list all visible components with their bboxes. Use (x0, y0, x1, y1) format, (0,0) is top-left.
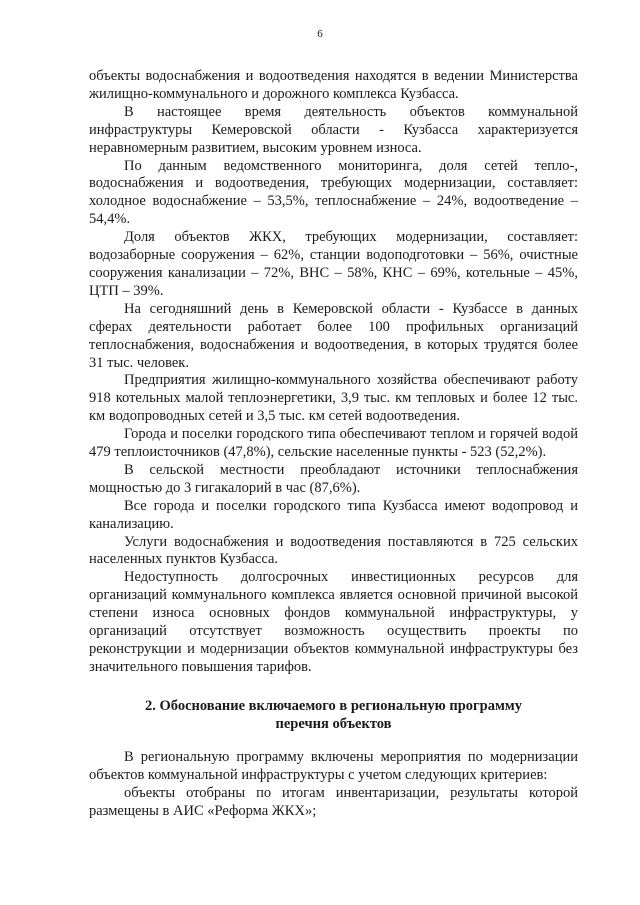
paragraph: Услуги водоснабжения и водоотведения поставляются в 725 сельских населенных пунктов Кузбасса. (89, 533, 578, 568)
paragraph: Недоступность долгосрочных инвестиционных ресурсов для организаций коммунального комплекса является основной причиной высокой степени износа основных фондов коммунальной инфраструктуры, у организаций отсутствует возможность осуществить проекты по реконструкции и модернизации объектов коммунальной инфраструктуры без значительного повышения тарифов. (89, 569, 578, 675)
paragraph-continuation: объекты водоснабжения и водоотведения находятся в ведении Министерства жилищно-коммунального и дорожного комплекса Кузбасса. (89, 68, 578, 102)
paragraph: В настоящее время деятельность объектов коммунальной инфраструктуры Кемеровской области - Кузбасса характеризуется неравномерным развитием, высоким уровнем износа. (89, 103, 578, 156)
paragraph: объекты отобраны по итогам инвентаризации, результаты которой размещены в АИС «Реформа ЖКХ»; (89, 784, 578, 819)
section-heading (89, 698, 578, 734)
page-number: 6 (317, 28, 323, 40)
paragraph: Все города и поселки городского типа Кузбасса имеют водопровод и канализацию. (89, 497, 578, 532)
paragraph: Доля объектов ЖКХ, требующих модернизации, составляет: водозаборные сооружения – 62%, станции водоподготовки – 56%, очистные сооружения канализации – 72%, ВНС – 58%, КНС – 69%, котельные – 45%, ЦТП – 39%. (89, 229, 578, 299)
paragraph: На сегодняшний день в Кемеровской области - Кузбассе в данных сферах деятельности работает более 100 профильных организаций теплоснабжения, водоснабжения и водоотведения, в которых трудятся более 31 тыс. человек. (89, 300, 578, 371)
paragraph: По данным ведомственного мониторинга, доля сетей тепло-, водоснабжения и водоотведения, требующих модернизации, составляет: холодное водоснабжение – 53,5%, теплоснабжение – 24%, водоотведение – 54,4%. (89, 157, 578, 228)
section-body (89, 749, 578, 821)
document-body (89, 68, 578, 677)
paragraph: В региональную программу включены мероприятия по модернизации объектов коммунальной инфраструктуры с учетом следующих критериев: (89, 749, 578, 783)
paragraph: Города и поселки городского типа обеспечивают теплом и горячей водой 479 теплоисточников (47,8%), сельские населенные пункты - 523 (52,2%). (89, 426, 578, 461)
paragraph: В сельской местности преобладают источники теплоснабжения мощностью до 3 гигакалорий в час (87,6%). (89, 461, 578, 496)
section-heading-line-2: перечня объектов (275, 715, 392, 732)
section-heading-line-1: 2. Обоснование включаемого в региональную программу (145, 698, 522, 714)
paragraph: Предприятия жилищно-коммунального хозяйства обеспечивают работу 918 котельных малой теплоэнергетики, 3,9 тыс. км тепловых и более 12 тыс. км водопроводных сетей и 3,5 тыс. км сетей водоотведения. (89, 372, 578, 425)
